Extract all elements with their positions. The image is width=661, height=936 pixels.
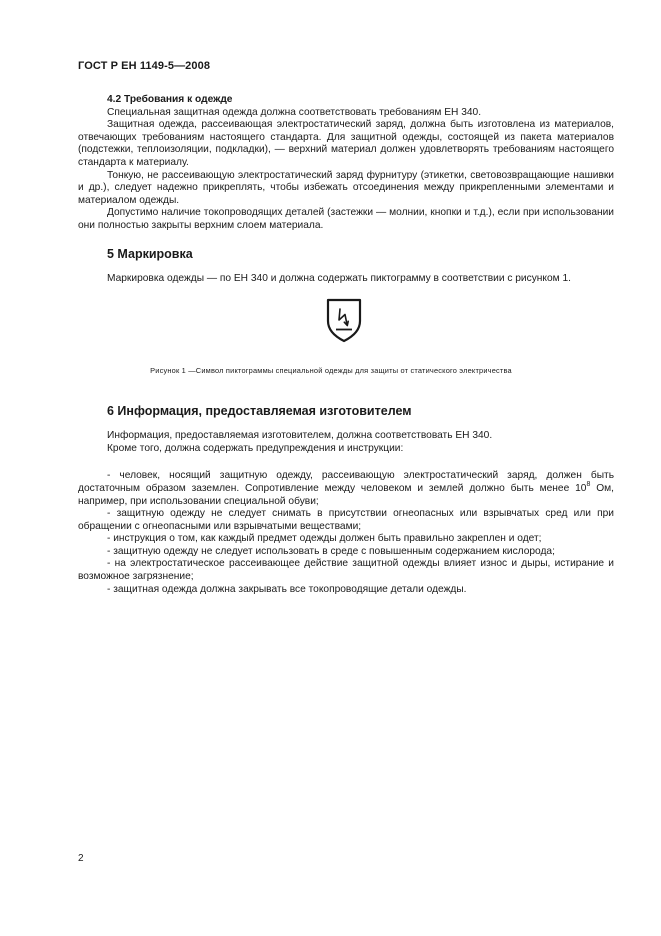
page-number: 2 [78,853,84,864]
electrostatic-shield-icon [325,297,363,343]
superscript: 8 [586,480,591,488]
list-item-text: - человек, носящий защитную одежду, рассеивающую электростатический заряд, должен быть достаточным образом заземлен. Сопротивление между человеком и землей должно быть менее 10 [78,470,614,494]
section-4-2-heading: 4.2 Требования к одежде [107,94,233,105]
list-item [78,470,614,508]
list-item-text: Ом, например, при использовании специальной обуви; [78,482,614,507]
info-intro-line: Информация, предоставляемая изготовителем, должна соответствовать ЕН 340. [107,430,493,442]
section-4-2-paragraph: Допустимо наличие токопроводящих деталей (застежки — молнии, кнопки и т.д.), если при использовании они полностью закрыты верхним слоем материала. [78,207,614,231]
list-item: - на электростатическое рассеивающее действие защитной одежды влияет износ и дыры, истирание и возможное загрязнение; [78,558,614,583]
page-content [78,94,614,596]
list-item: - защитную одежду не следует снимать в присутствии огнеопасных или взрывчатых сред или при обращении с огнеопасными или взрывчатыми веществами; [78,508,614,532]
list-item: - инструкция о том, как каждый предмет одежды должен быть правильно закреплен и одет; [107,533,542,545]
section-4-2-paragraph: Тонкую, не рассеивающую электростатический заряд фурнитуру (этикетки, световозвращающие нашивки и др.), следует надежно прикреплять, чтобы избежать отсоединения между прикрепленными элементами и материалом одежды. [78,169,614,206]
section-5-heading: 5 Маркировка [107,246,193,261]
marking-text: Маркировка одежды — по ЕН 340 и должна содержать пиктограмму в соответствии с рисунком 1. [107,272,572,284]
info-intro-line: Кроме того, должна содержать предупреждения и инструкции: [107,442,404,454]
list-item: - защитная одежда должна закрывать все токопроводящие детали одежды. [107,583,467,595]
figure-1-caption: Рисунок 1 —Символ пиктограммы специальной одежды для защиты от статического электричества [150,366,512,376]
section-6-heading: 6 Информация, предоставляемая изготовителем [107,404,412,419]
figure-1 [78,297,614,345]
list-item: - защитную одежду не следует использовать в среде с повышенным содержанием кислорода; [107,545,555,557]
section-4-2-paragraph: Защитная одежда, рассеивающая электростатический заряд, должна быть изготовлена из материалов, отвечающих требованиям настоящего стандарта. Для защитной одежды, состоящей из пакета материалов (подстежки, теплоизоляции, подкладки), — верхний материал должен удовлетворять требованиям настоящего стандарта к материалу. [78,119,614,168]
document-number: ГОСТ Р ЕН 1149-5—2008 [78,60,211,72]
section-4-2-paragraph: Специальная защитная одежда должна соответствовать требованиям ЕН 340. [107,106,482,118]
